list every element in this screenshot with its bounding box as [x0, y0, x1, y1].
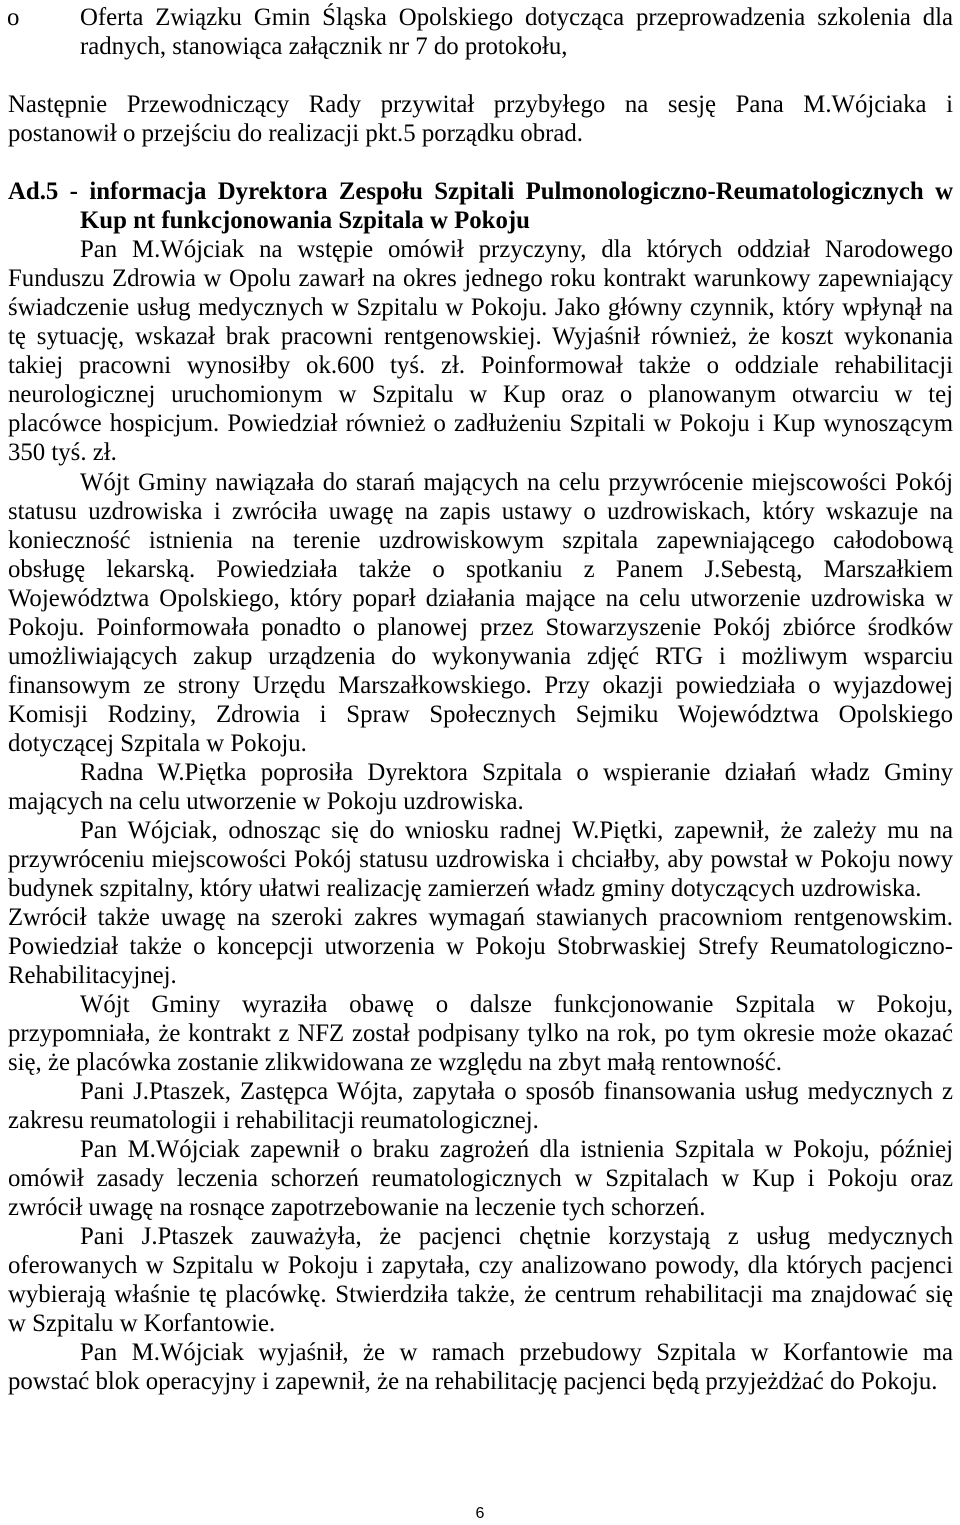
paragraph — [8, 468, 953, 758]
paragraph-line: obsługę lekarską. Powiedziała także o spotkaniu z Panem J.Sebestą, Marszałkiem — [8, 555, 953, 583]
paragraph-line: się, że placówka zostanie zlikwidowana ze względu na zbyt małą rentowność. — [8, 1049, 782, 1077]
paragraph-line: Województwa Opolskiego, który poparł działania mające na celu utworzenie uzdrowiska w — [8, 584, 953, 612]
paragraph-line: Pani J.Ptaszek zauważyła, że pacjenci chętnie korzystają z usług medycznych — [80, 1223, 953, 1251]
paragraph-line: świadczenie usług medycznych w Szpitalu w Pokoju. Jako główny czynnik, który wpłynął na — [8, 294, 953, 322]
paragraph-line: konieczność istnienia na terenie uzdrowiskowym szpitala zapewniającego całodobową — [8, 526, 953, 554]
paragraph-line: Komisji Rodziny, Zdrowia i Spraw Społecznych Sejmiku Województwa Opolskiego — [8, 700, 953, 728]
paragraph-line: Pani J.Ptaszek, Zastępca Wójta, zapytała o sposób finansowania usług medycznych z — [80, 1078, 953, 1106]
paragraph-line: Radna W.Piętka poprosiła Dyrektora Szpitala o wspieranie działań władz Gminy — [80, 758, 953, 786]
paragraph — [8, 1135, 953, 1222]
paragraph-line: statusu uzdrowiska i zwróciła uwagę na zapis ustawy o uzdrowiskach, który wskazuje na — [8, 497, 953, 525]
paragraph-line: finansowym ze strony Urzędu Marszałkowskiego. Przy okazji powiedziała o wyjazdowej — [8, 671, 953, 699]
paragraph-line: 350 tyś. zł. — [8, 439, 117, 467]
bullet-text-line: Oferta Związku Gmin Śląska Opolskiego dotycząca przeprowadzenia szkolenia dla — [80, 4, 953, 31]
paragraph-line: dotyczącej Szpitala w Pokoju. — [8, 729, 307, 757]
heading-line: Kup nt funkcjonowania Szpitala w Pokoju — [80, 207, 530, 235]
paragraph-line: Rehabilitacyjnej. — [8, 962, 177, 990]
bullet-marker: o — [7, 4, 20, 31]
paragraph-line: omówił zasady leczenia schorzeń reumatologicznych w Szpitalach w Kup i Pokoju oraz — [8, 1165, 953, 1193]
paragraph-line: Funduszu Zdrowia w Opolu zawarł na okres jednego roku kontrakt warunkowy zapewniający — [8, 265, 953, 293]
paragraph-line: przywróceniu miejscowości Pokój statusu uzdrowiska i chciałby, aby powstał w Pokoju nowy — [8, 845, 953, 873]
bullet-text-line: radnych, stanowiąca załącznik nr 7 do protokołu, — [80, 33, 568, 61]
paragraph-line: przypomniała, że kontrakt z NFZ został podpisany tylko na rok, po tym okresie może okazać — [8, 1020, 953, 1048]
section-heading — [8, 177, 953, 235]
bullet-list-item — [8, 3, 953, 61]
paragraph — [8, 816, 953, 990]
paragraph-line: Pokoju. Poinformowała ponadto o planowej przez Stowarzyszenie Pokój zbiórce środków — [8, 613, 953, 641]
paragraph-line: Powiedział także o koncepcji utworzenia w Pokoju Stobrwaskiej Strefy Reumatologiczno- — [8, 933, 953, 960]
paragraph-line: Wójt Gminy wyraziła obawę o dalsze funkcjonowanie Szpitala w Pokoju, — [80, 991, 953, 1019]
paragraph-line: budynek szpitalny, który ułatwi realizację zamierzeń władz gminy dotyczących uzdrowiska. — [8, 874, 922, 902]
paragraph-line: neurologicznej uruchomionym w Szpitalu w Kup oraz o planowanym otwarciu w tej — [8, 381, 953, 409]
paragraph — [8, 1222, 953, 1338]
paragraph-line: zakresu reumatologii i rehabilitacji reumatologicznej. — [8, 1107, 539, 1135]
paragraph-line: Następnie Przewodniczący Rady przywitał przybyłego na sesję Pana M.Wójciaka i — [8, 91, 953, 119]
paragraph-line: tę sytuację, wskazał brak pracowni rentgenowskiej. Wyjaśnił również, że koszt wykonania — [8, 323, 953, 351]
paragraph-line: Pan M.Wójciak wyjaśnił, że w ramach przebudowy Szpitala w Korfantowie ma — [80, 1339, 953, 1367]
paragraph-line: takiej pracowni wynosiłby ok.600 tyś. zł. Poinformował także o oddziale rehabilitacji — [8, 352, 953, 380]
paragraph-line: powstać blok operacyjny i zapewnił, że na rehabilitację pacjenci będą przyjeżdżać do Pokoju. — [8, 1368, 938, 1396]
paragraph-line: placówce hospicjum. Powiedział również o zadłużeniu Szpitali w Pokoju i Kup wynoszącym — [8, 410, 953, 438]
paragraph-line: Pan M.Wójciak zapewnił o braku zagrożeń dla istnienia Szpitala w Pokoju, później — [80, 1136, 953, 1164]
heading-line: Ad.5 - informacja Dyrektora Zespołu Szpitali Pulmonologiczno-Reumatologicznych w — [8, 178, 953, 206]
paragraph — [8, 1077, 953, 1135]
paragraph — [8, 758, 953, 816]
paragraph-line: umożliwiających zakup urządzenia do wykonywania zdjęć RTG i możliwym wsparciu — [8, 642, 953, 670]
paragraph-line: wybierają właśnie tę placówkę. Stwierdziła także, że centrum rehabilitacji ma znajdować się — [8, 1281, 953, 1309]
paragraph-line: postanowił o przejściu do realizacji pkt.5 porządku obrad. — [8, 120, 583, 148]
paragraph — [8, 1338, 953, 1396]
document-body — [8, 3, 953, 1397]
paragraph — [8, 990, 953, 1077]
paragraph-line: zwrócił uwagę na rosnące zapotrzebowanie na leczenie tych schorzeń. — [8, 1194, 706, 1222]
paragraph-line: oferowanych w Szpitalu w Pokoju i zapytała, czy analizowano powody, dla których pacjenci — [8, 1252, 953, 1280]
paragraph-line: mających na celu utworzenie w Pokoju uzdrowiska. — [8, 787, 524, 815]
intro-paragraph — [8, 90, 953, 148]
paragraph — [8, 235, 953, 467]
paragraph-line: Pan M.Wójciak na wstępie omówił przyczyny, dla których oddział Narodowego — [80, 236, 953, 264]
paragraph-line: Pan Wójciak, odnosząc się do wniosku radnej W.Piętki, zapewnił, że zależy mu na — [80, 816, 953, 844]
page-number: 6 — [475, 1505, 485, 1522]
paragraph-line: w Szpitalu w Korfantowie. — [8, 1310, 276, 1338]
paragraph-line: Zwrócił także uwagę na szeroki zakres wymagań stawianych pracowniom rentgenowskim. — [8, 903, 953, 931]
paragraph-line: Wójt Gminy nawiązała do starań mających na celu przywrócenie miejscowości Pokój — [80, 468, 953, 496]
